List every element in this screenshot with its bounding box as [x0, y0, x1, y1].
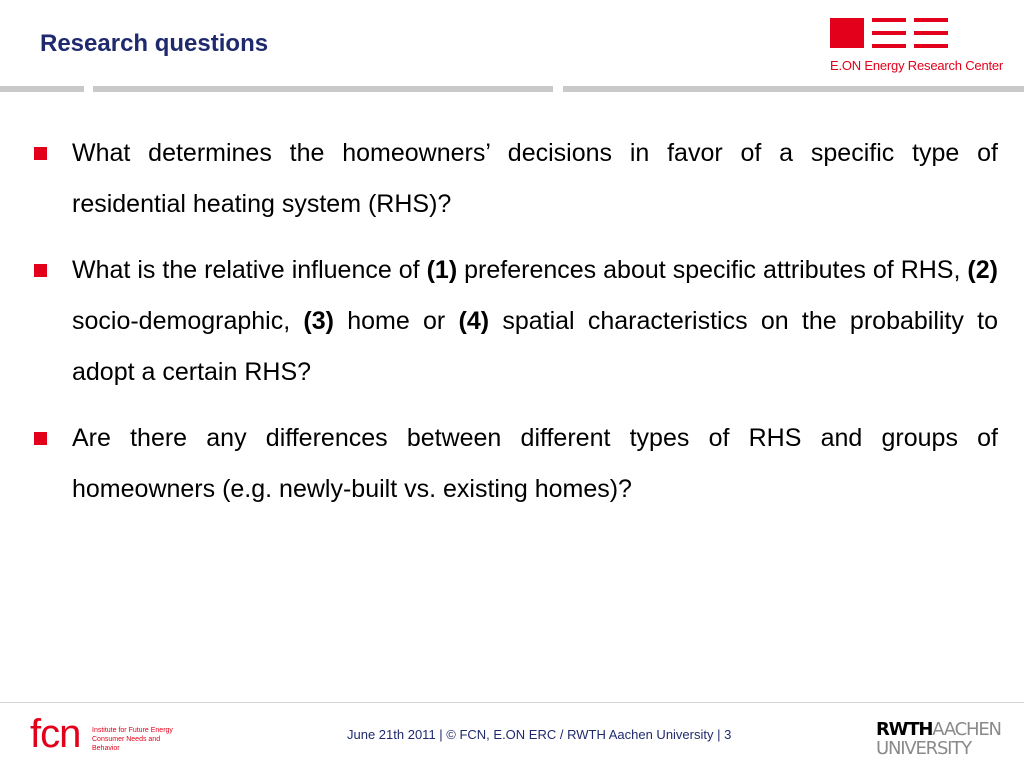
question-text: What is the relative influence of (1) preferences about specific attributes of RHS, (2) socio-demographic, (3) home or (4) spatial characteristics on the probability to adopt a certain RHS?: [72, 256, 998, 386]
rwth-logo-grey: AACHEN: [932, 719, 1001, 740]
footer-rule: [0, 702, 1024, 703]
rwth-aachen-logo: [876, 719, 1001, 760]
bullet-square-icon: [34, 264, 47, 277]
footer-text: June 21th 2011 | © FCN, E.ON ERC / RWTH Aachen University | 3: [347, 727, 732, 742]
rwth-logo-bold: RWTH: [876, 719, 933, 740]
list-item: [34, 245, 998, 398]
logo-tagline: E.ON Energy Research Center: [830, 58, 1004, 73]
header-rule-segment: [563, 86, 1024, 92]
list-item: [34, 413, 998, 515]
question-list: [34, 128, 998, 530]
header-rule-segment: [0, 86, 84, 92]
fcn-logo-mark: fcn: [30, 712, 81, 756]
eon-erc-logo: [830, 16, 1004, 78]
fcn-logo-subtitle: Institute for Future Energy Consumer Needs and Behavior: [92, 727, 173, 752]
question-text: Are there any differences between different types of RHS and groups of homeowners (e.g. newly-built vs. existing homes)?: [72, 424, 998, 503]
question-text: What determines the homeowners’ decisions in favor of a specific type of residential heating system (RHS)?: [72, 139, 998, 218]
list-item: [34, 128, 998, 230]
bullet-square-icon: [34, 432, 47, 445]
page-title: Research questions: [40, 30, 269, 57]
rwth-logo-line2: UNIVERSITY: [876, 738, 971, 759]
bullet-square-icon: [34, 147, 47, 160]
header-rule-segment: [93, 86, 553, 92]
